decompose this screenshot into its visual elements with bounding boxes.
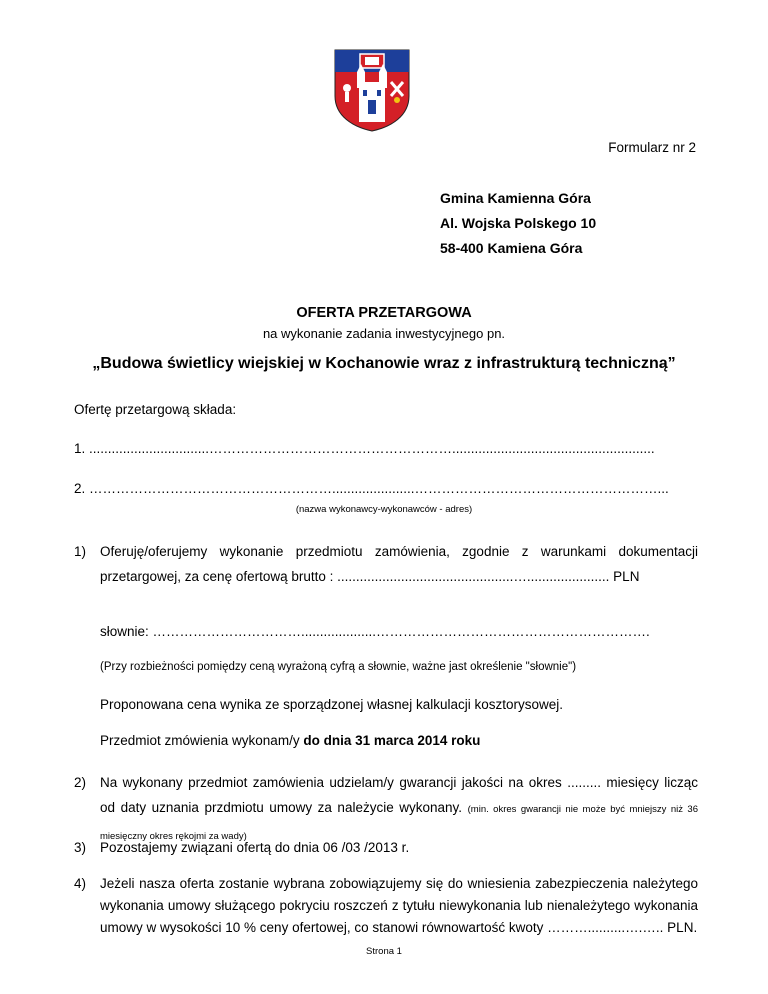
page-number: Strona 1 <box>366 946 402 957</box>
item-text: Oferuję/oferujemy wykonanie przedmiotu zamówienia, zgodnie z warunkami dokumentacji przetargowej, za cenę ofertową brutto : ...............................................…...................... PLN <box>100 544 698 584</box>
warranty-text: Na wykonany przedmiot zamówienia udzielam/y gwarancji jakości na okres ......... miesięcy licząc od daty uznania przdmiotu umowy za należycie wykonany. <box>100 775 698 815</box>
list-item <box>74 835 698 860</box>
list-item <box>74 539 698 589</box>
coat-of-arms-image <box>333 48 411 132</box>
document-title: OFERTA PRZETARGOWA <box>296 305 472 321</box>
recipient-street: Al. Wojska Polskego 10 <box>440 215 597 231</box>
list-item <box>74 873 698 939</box>
recipient-name: Gmina Kamienna Góra <box>440 190 591 206</box>
price-note: (Przy rozbieżności pomiędzy ceną wyrażoną cyfrą a słownie, ważne jast określenie "słownie") <box>100 661 577 673</box>
item-text: Pozostajemy związani ofertą do dnia 06 /03 /2013 r. <box>100 840 410 855</box>
document-subtitle: na wykonanie zadania inwestycyjnego pn. <box>262 326 506 341</box>
project-name: „Budowa świetlicy wiejskiej w Kochanowie wraz z infrastrukturą techniczną” <box>92 355 676 372</box>
item-number: 4) <box>74 876 87 891</box>
calculation-note: Proponowana cena wynika ze sporządzonej własnej kalkulacji kosztorysowej. <box>100 697 563 712</box>
deadline-date: do dnia 31 marca 2014 roku <box>303 733 481 748</box>
bidder-caption: (nazwa wykonawcy-wykonawców - adres) <box>295 504 473 515</box>
item-number: 1) <box>74 544 87 559</box>
deadline-prefix: Przedmiot zmówienia wykonam/y <box>100 733 300 748</box>
price-in-words-line[interactable]: słownie: ……………………………....................……………………………………………………. <box>100 624 650 639</box>
item-number: 2) <box>74 775 87 790</box>
bidder-line-2[interactable]: 2. ………………………………………………......................………………………………………………... <box>74 481 669 496</box>
item-text: Jeżeli nasza oferta zostanie wybrana zobowiązujemy się do wniesienia zabezpieczenia należytego wykonania umowy służącego pokryciu roszczeń z tytułu niewykonania lub nienależytego wykonania umowy w wysokości 10 % ceny ofertowej, co stanowi równowartość kwoty ………..........….….. PLN. <box>100 876 698 935</box>
item-number: 3) <box>74 840 87 855</box>
warranty-note: (min. okres gwarancji nie może być mniejszy niż 36 miesięczny okres rękojmi za wady) <box>100 804 698 842</box>
bidder-label: Ofertę przetargową składa: <box>74 402 237 417</box>
form-number: Formularz nr 2 <box>608 140 696 155</box>
recipient-city: 58-400 Kamiena Góra <box>440 240 583 256</box>
completion-deadline <box>100 733 698 748</box>
bidder-line-1[interactable]: 1. ................................………………………………………………...................................................... <box>74 441 655 456</box>
